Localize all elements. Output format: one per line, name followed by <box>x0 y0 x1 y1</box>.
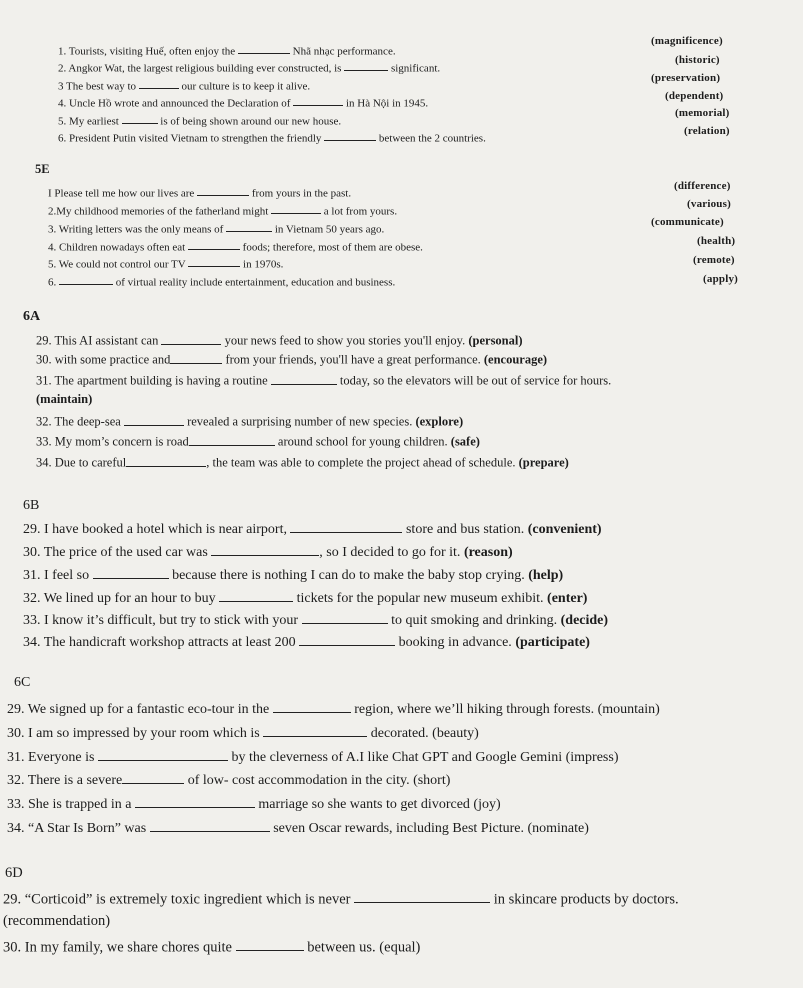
question: 29. We signed up for a fantastic eco-tour in the region, where we’ll hiking through forests. (mountain) <box>7 701 660 717</box>
keyword: (difference) <box>674 180 731 192</box>
section-title: 6A <box>23 309 41 324</box>
section-title: 6B <box>23 498 40 513</box>
question: 2. Angkor Wat, the largest religious building ever constructed, is significant. <box>58 62 441 75</box>
keyword: (memorial) <box>675 107 730 119</box>
question: 6. President Putin visited Vietnam to strengthen the friendly between the 2 countries. <box>58 132 486 145</box>
question: 6. of virtual reality include entertainment, education and business. <box>48 276 396 289</box>
question: 4. Uncle Hồ wrote and announced the Declaration of in Hà Nội in 1945. <box>58 97 429 110</box>
question: 32. We lined up for an hour to buy tickets for the popular new museum exhibit. (enter) <box>23 590 588 606</box>
question: 29. I have booked a hotel which is near airport, store and bus station. (convenient) <box>23 521 602 537</box>
question: 33. She is trapped in a marriage so she wants to get divorced (joy) <box>7 796 501 812</box>
keyword: (preservation) <box>651 72 721 84</box>
question: 1. Tourists, visiting Huế, often enjoy the Nhã nhạc performance. <box>58 45 396 58</box>
question: 29. This AI assistant can your news feed to show you stories you'll enjoy. (personal) <box>36 333 523 348</box>
section-title: 6D <box>5 865 23 881</box>
question: 31. I feel so because there is nothing I can do to make the baby stop crying. (help) <box>23 567 564 583</box>
question: 34. “A Star Is Born” was seven Oscar rewards, including Best Picture. (nominate) <box>7 820 589 836</box>
question: 30. I am so impressed by your room which is decorated. (beauty) <box>7 725 479 741</box>
question: 33. I know it’s difficult, but try to stick with your to quit smoking and drinking. (decide) <box>23 612 609 628</box>
keyword: (health) <box>697 235 736 247</box>
question: 31. Everyone is by the cleverness of A.I like Chat GPT and Google Gemini (impress) <box>7 749 619 765</box>
keyword: (dependent) <box>665 90 724 102</box>
question: 5. My earliest is of being shown around our new house. <box>58 115 342 128</box>
keyword: (historic) <box>675 54 720 66</box>
question: 3 The best way to our culture is to keep it alive. <box>58 80 311 93</box>
question: 3. Writing letters was the only means of in Vietnam 50 years ago. <box>48 223 385 236</box>
keyword: (maintain) <box>36 392 93 406</box>
question: 34. The handicraft workshop attracts at least 200 booking in advance. (participate) <box>23 634 590 650</box>
question: 32. The deep-sea revealed a surprising number of new species. (explore) <box>36 414 464 429</box>
keyword: (communicate) <box>651 216 724 228</box>
question: 31. The apartment building is having a routine today, so the elevators will be out of service for hours. <box>36 373 612 388</box>
question: 32. There is a severe of low- cost accommodation in the city. (short) <box>7 772 451 788</box>
keyword: (magnificence) <box>651 35 723 47</box>
question: 30. with some practice and from your friends, you'll have a great performance. (encourage) <box>36 352 548 367</box>
question: 34. Due to careful , the team was able to complete the project ahead of schedule. (prepare) <box>36 455 569 470</box>
keyword: (apply) <box>703 273 739 285</box>
keyword: (various) <box>687 198 731 210</box>
question: 4. Children nowadays often eat foods; therefore, most of them are obese. <box>48 241 423 254</box>
question: 33. My mom’s concern is road around school for young children. (safe) <box>36 434 480 449</box>
section-title: 6C <box>14 675 31 690</box>
keyword: (relation) <box>684 125 730 137</box>
question: 30. In my family, we share chores quite between us. (equal) <box>3 939 421 956</box>
section-title: 5E <box>35 162 50 176</box>
question: 29. “Corticoid” is extremely toxic ingredient which is never in skincare products by doctors. <box>3 891 679 908</box>
question: 2.My childhood memories of the fatherland might a lot from yours. <box>48 205 398 218</box>
answer-hint: (recommendation) <box>3 913 111 929</box>
question: I Please tell me how our lives are from yours in the past. <box>48 187 352 200</box>
keyword: (remote) <box>693 254 735 266</box>
question: 5. We could not control our TV in 1970s. <box>48 258 284 271</box>
question: 30. The price of the used car was , so I decided to go for it. (reason) <box>23 544 513 560</box>
